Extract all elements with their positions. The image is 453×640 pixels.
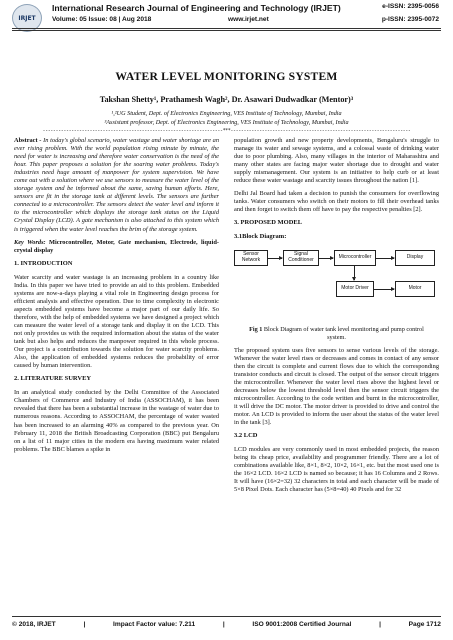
block-signal-conditioner: Signal Conditioner xyxy=(283,250,319,266)
right-column xyxy=(234,137,439,499)
keywords-label: Key Words: xyxy=(14,238,46,246)
keywords xyxy=(14,239,219,255)
arrow-micro-display xyxy=(376,258,394,259)
keywords-text: Microcontroller, Motor, Gate mechanism, Electrode, liquid-crystal display xyxy=(14,238,219,254)
figure-caption-text: Block Diagram of water tank level monitoring and pump control system. xyxy=(262,325,424,341)
header-rule-2 xyxy=(12,30,441,31)
block-display: Display xyxy=(395,250,435,266)
left-column xyxy=(14,137,219,459)
arrow-signal-micro xyxy=(319,258,333,259)
figure-label: Fig 1 xyxy=(249,325,263,333)
figure-caption xyxy=(244,326,429,342)
journal-title: International Research Journal of Engineering and Technology (IRJET) xyxy=(52,3,341,13)
pissn: p-ISSN: 2395-0072 xyxy=(381,16,439,23)
arrow-micro-driver xyxy=(354,266,355,280)
volume-issue: Volume: 05 Issue: 08 | Aug 2018 xyxy=(52,16,152,23)
journal-url[interactable]: www.irjet.net xyxy=(228,16,269,23)
block-microcontroller: Microcontroller xyxy=(334,250,376,266)
heading-introduction: 1. INTRODUCTION xyxy=(14,259,73,267)
intro-paragraph: Water scarcity and water wastage is an increasing problem in a country like India. In this paper we have tried to provide an aid to this problem. Embedded systems are now-a-days playing a vital role in Engineering design process for efficient analysis and effective operation. Due to time complexity in electronic aspects embedded systems have become a major part of our daily life. So therefore, with the help of embedded systems we have designed a project which can measure the water level of a storage tank and display it on the LCD. This not only provides us with the required information about the status of the water tank but also helps and reduces the manpower required in this whole process. Our project is a contribution towards the solution for water scarcity problems. Also, the application of embedded systems reduces the probability of error caused by human intervention. xyxy=(14,273,219,370)
block-motor: Motor xyxy=(395,281,435,297)
arrow-driver-motor xyxy=(374,289,394,290)
proposed-paragraph: The proposed system uses five sensors to sense various levels of the storage. Whenever the water level rises or decreases and comes in contact of any sensor then the circuit is complete and current flows due to which the corresponding transistor conducts and circuit is closed. The output of the sensor circuit triggers the microcontroller. Whenever the water level rises above the highest level or decreases below the lowest threshold level then the sensor circuit triggers the microcontroller. According to the code written and burnt in the microcontroller, it will drive the DC motor. The motor driver is provided to drive and control the motor. An LCD is provided to inform the user about the status of the water level in the tank [3]. xyxy=(234,346,439,427)
heading-lcd: 3.2 LCD xyxy=(234,432,258,440)
block-sensor-network: Sensor Network xyxy=(234,250,268,266)
footer-divider: | xyxy=(379,621,381,628)
survey-continued: population growth and new property developments, Bengaluru's struggle to manage its water and sewage systems, and a colossal waste of drinking water due to poor plumbing. Also, many villages in the interior of Maharashtra and many other states are facing major water shortage due to drought and water supply mismanagement. Our system is an initiative to help curb or at least reduce these water wastage and scarcity issues throughout the nation [1]. xyxy=(234,137,439,185)
survey-paragraph: In an analytical study conducted by the Delhi Committee of the Associated Chambers of Commerce and Industry of India (ASSOCHAM), it has been revealed that there has been a substantial increase in the wastage of water due to numerous reasons. According to ASSOCHAM, the percentage of water wasted has been increased to an alarming 40% as compared to the previous year. On February 11, 2018 the British Broadcasting Corporation (BBC) put Bengaluru on a list of 11 major cities in the modern era having maximum water related problems. The BBC blames a spike in xyxy=(14,389,219,453)
header-rule xyxy=(12,28,441,29)
abstract xyxy=(14,137,219,234)
footer-impact-factor: Impact Factor value: 7.211 xyxy=(113,621,196,628)
footer-divider: | xyxy=(222,621,225,628)
journal-logo: IRJET xyxy=(12,4,42,32)
affiliation-2: ³Assistant professor, Dept. of Electronics Engineering, VES Institute of Technology, Mumbai, India xyxy=(104,119,349,126)
footer-rule xyxy=(12,616,441,617)
paper-title: WATER LEVEL MONITORING SYSTEM xyxy=(115,70,338,83)
paper-authors: Takshan Shetty¹, Prathamesh Wagh², Dr. Asawari Dudwadkar (Mentor)³ xyxy=(99,95,354,104)
footer-copyright: © 2018, IRJET xyxy=(12,621,56,628)
footer-iso: ISO 9001:2008 Certified Journal xyxy=(252,621,352,628)
lcd-paragraph: LCD modules are very commonly used in most embedded projects, the reason being its cheap price, availability and programmer friendly. There are a lot of combinations available like, 8×1, 8×2, 10×2, 16×1, etc. but the most used one is the 16×2 LCD. 16×2 LCD is named so because; it has 16 Columns and 2 Rows. It will have (16×2=32) 32 characters in total and each character will be made of 5×8 Pixel Dots. Each character has (5×8=40) 40 Pixels and for 32 xyxy=(234,446,439,494)
heading-block-diagram: 3.1Block Diagram: xyxy=(234,233,287,241)
affiliation-1: ¹,²UG Student, Dept. of Electronics Engineering, VES Institute of Technology, Mumbai, India xyxy=(111,110,342,117)
block-motor-driver: Motor Driver xyxy=(336,281,374,297)
page-footer xyxy=(12,621,441,628)
abstract-label: Abstract - xyxy=(14,137,42,144)
eissn: e-ISSN: 2395-0056 xyxy=(382,3,439,10)
heading-literature-survey: 2. LITERATURE SURVEY xyxy=(14,375,92,383)
footer-page-number: Page 1712 xyxy=(408,621,441,628)
heading-proposed-model: 3. PROPOSED MODEL xyxy=(234,219,303,227)
abstract-text: In today's global scenario, water wastage and water shortage are an ever rising problem. With the world population rising minute by minute, the need for water is increasing and therefore water conservation is the need of the hour. This paper proposes a solution for the soaring water problems. Today's industries need huge amount of manpower for system supervision. We have come out with a solution where we use sensors to measure the water level of the storage system and be informed about the same, saving human efforts. Here, sensors are fit in the storage tank at different levels. The sensors are further connected to a microcontroller. The sensors detect the water level and inform it to the microcontroller which displays the storage tank status on the Liquid Crystal Display (LCD). A gate mechanism is also attached to this system which is triggered when the water level reaches the brim of the storage system. xyxy=(14,137,219,233)
footer-divider: | xyxy=(83,621,86,628)
arrow-sensor-signal xyxy=(268,258,282,259)
section-separator: ---------------------------------------------------------------------***--------------------------------------------------------------------- xyxy=(42,128,411,134)
djb-paragraph: Delhi Jal Board had taken a decision to punish the consumers for overflowing tanks. Water consumers who switch on their motors to fill their overhead tanks and then forget to switch them off have to pay the respective penalties [2]. xyxy=(234,190,439,214)
block-diagram xyxy=(234,248,439,322)
